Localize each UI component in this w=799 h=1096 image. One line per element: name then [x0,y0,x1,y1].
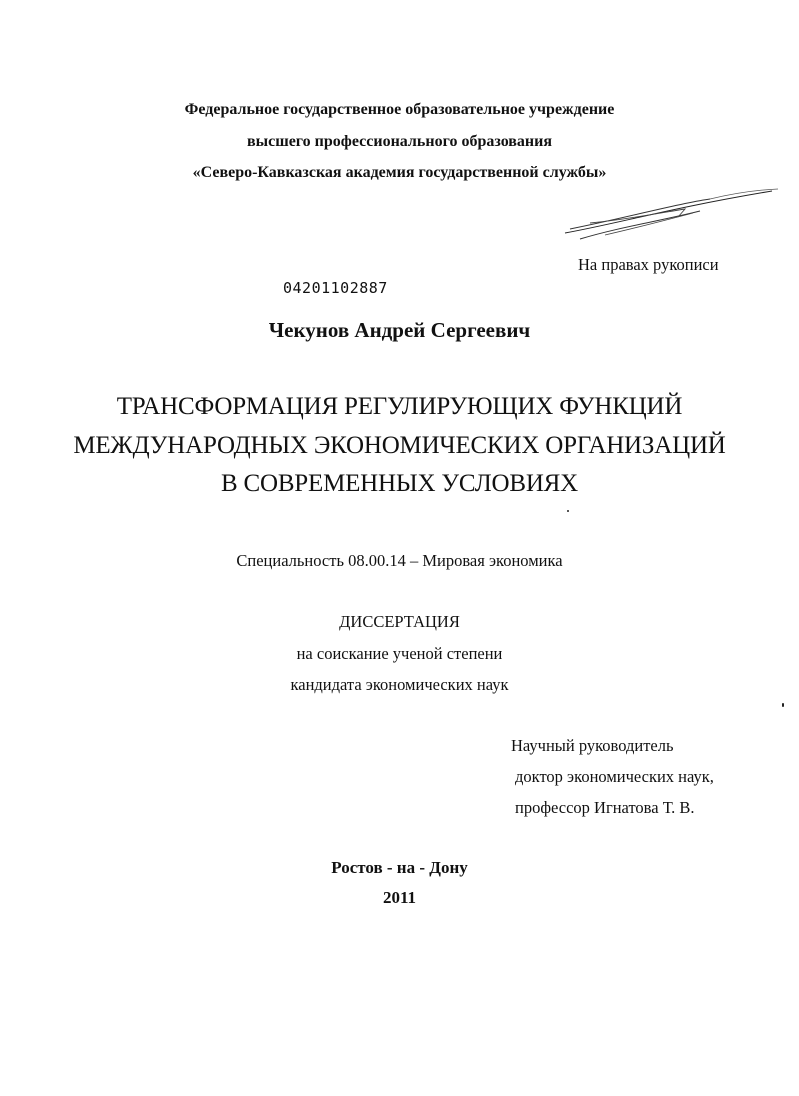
institution-line-2: высшего профессионального образования [246,133,553,150]
manuscript-note: На правах рукописи [578,255,719,274]
institution-line-3: «Северо-Кавказская академия государственной службы» [192,164,607,181]
supervisor-line-2: доктор экономических наук, [515,767,714,786]
author-name: Чекунов Андрей Сергеевич [268,318,531,342]
degree-line-1: на соискание ученой степени [296,644,503,663]
document-type: ДИССЕРТАЦИЯ [339,612,460,631]
scan-speck [782,703,784,707]
registration-number: 04201102887 [283,279,388,297]
supervisor-line-1: Научный руководитель [511,736,674,755]
title-line-1: ТРАНСФОРМАЦИЯ РЕГУЛИРУЮЩИХ ФУНКЦИЙ [116,393,683,420]
place: Ростов - на - Дону [331,858,468,877]
title-line-2: МЕЖДУНАРОДНЫХ ЭКОНОМИЧЕСКИХ ОРГАНИЗАЦИЙ [73,432,726,459]
specialty-line: Специальность 08.00.14 – Мировая экономика [236,551,563,570]
degree-line-2: кандидата экономических наук [290,675,509,694]
institution-line-1: Федеральное государственное образовательное учреждение [184,101,615,118]
title-line-3: В СОВРЕМЕННЫХ УСЛОВИЯХ [220,470,579,497]
year: 2011 [382,888,417,907]
scan-speck [567,510,569,512]
signature-mark [560,183,780,245]
supervisor-line-3: профессор Игнатова Т. В. [515,798,695,817]
